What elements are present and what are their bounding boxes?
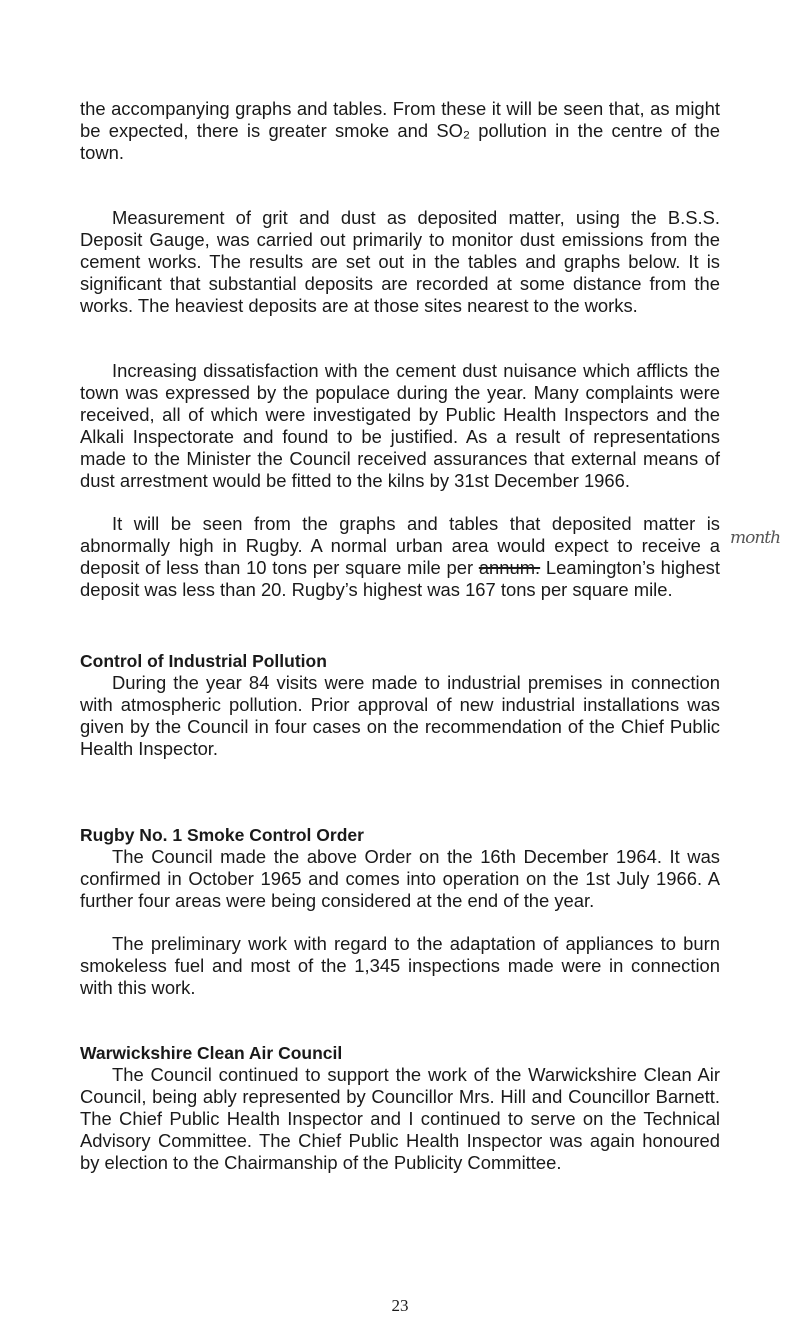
deposited-matter-text-2: Leamington’s highest deposit was less than 20. Rugby’s highest was 167 tons per square mile. [80, 557, 720, 600]
paragraph-intro-continuation: the accompanying graphs and tables. From these it will be seen that, as might be expected, there is greater smoke and SO₂ pollution in the centre of the town. [80, 98, 720, 163]
paragraph-deposited-matter [80, 513, 720, 601]
deposited-matter-text-1: It will be seen from the graphs and tables that deposited matter is abnormally high in Rugby. A normal urban area would expect to receive a deposit of less than 10 tons per square mile per [80, 513, 720, 578]
handwritten-correction: month [730, 528, 781, 548]
heading-clean-air-council: Warwickshire Clean Air Council [80, 1043, 343, 1063]
paragraph-industrial-visits: During the year 84 visits were made to industrial premises in connection with atmospheric pollution. Prior approval of new industrial installations was given by the Council in four cases on the recommendation of the Chief Public Health Inspector. [80, 672, 720, 759]
heading-control-of-industrial-pollution: Control of Industrial Pollution [80, 651, 327, 671]
paragraph-clean-air-council: The Council continued to support the work of the Warwickshire Clean Air Council, being ably represented by Councillor Mrs. Hill and Councillor Barnett. The Chief Public Health Inspector and I continued to serve on the Technical Advisory Committee. The Chief Public Health Inspector was again honoured by election to the Chairmanship of the Publicity Committee. [80, 1064, 720, 1173]
paragraph-cement-dust-nuisance: Increasing dissatisfaction with the cement dust nuisance which afflicts the town was expressed by the populace during the year. Many complaints were received, all of which were investigated by Public Health Inspectors and the Alkali Inspectorate and found to be justified. As a result of representations made to the Minister the Council received assurances that external means of dust arrestment would be fitted to the kilns by 31st December 1966. [80, 360, 720, 491]
paragraph-order-confirmation: The Council made the above Order on the 16th December 1964. It was confirmed in October 1965 and comes into operation on the 1st July 1966. A further four areas were being considered at the end of the year. [80, 846, 720, 911]
struck-out-word: annum. [478, 557, 541, 578]
paragraph-deposit-gauge: Measurement of grit and dust as deposited matter, using the B.S.S. Deposit Gauge, was carried out primarily to monitor dust emissions from the cement works. The results are set out in the tables and graphs below. It is significant that substantial deposits are recorded at some distance from the works. The heaviest deposits are at those sites nearest to the works. [80, 207, 720, 316]
page-number: 23 [391, 1296, 409, 1315]
paragraph-smokeless-fuel: The preliminary work with regard to the adaptation of appliances to burn smokeless fuel and most of the 1,345 inspections made were in connection with this work. [80, 933, 720, 998]
heading-smoke-control-order: Rugby No. 1 Smoke Control Order [80, 825, 364, 845]
